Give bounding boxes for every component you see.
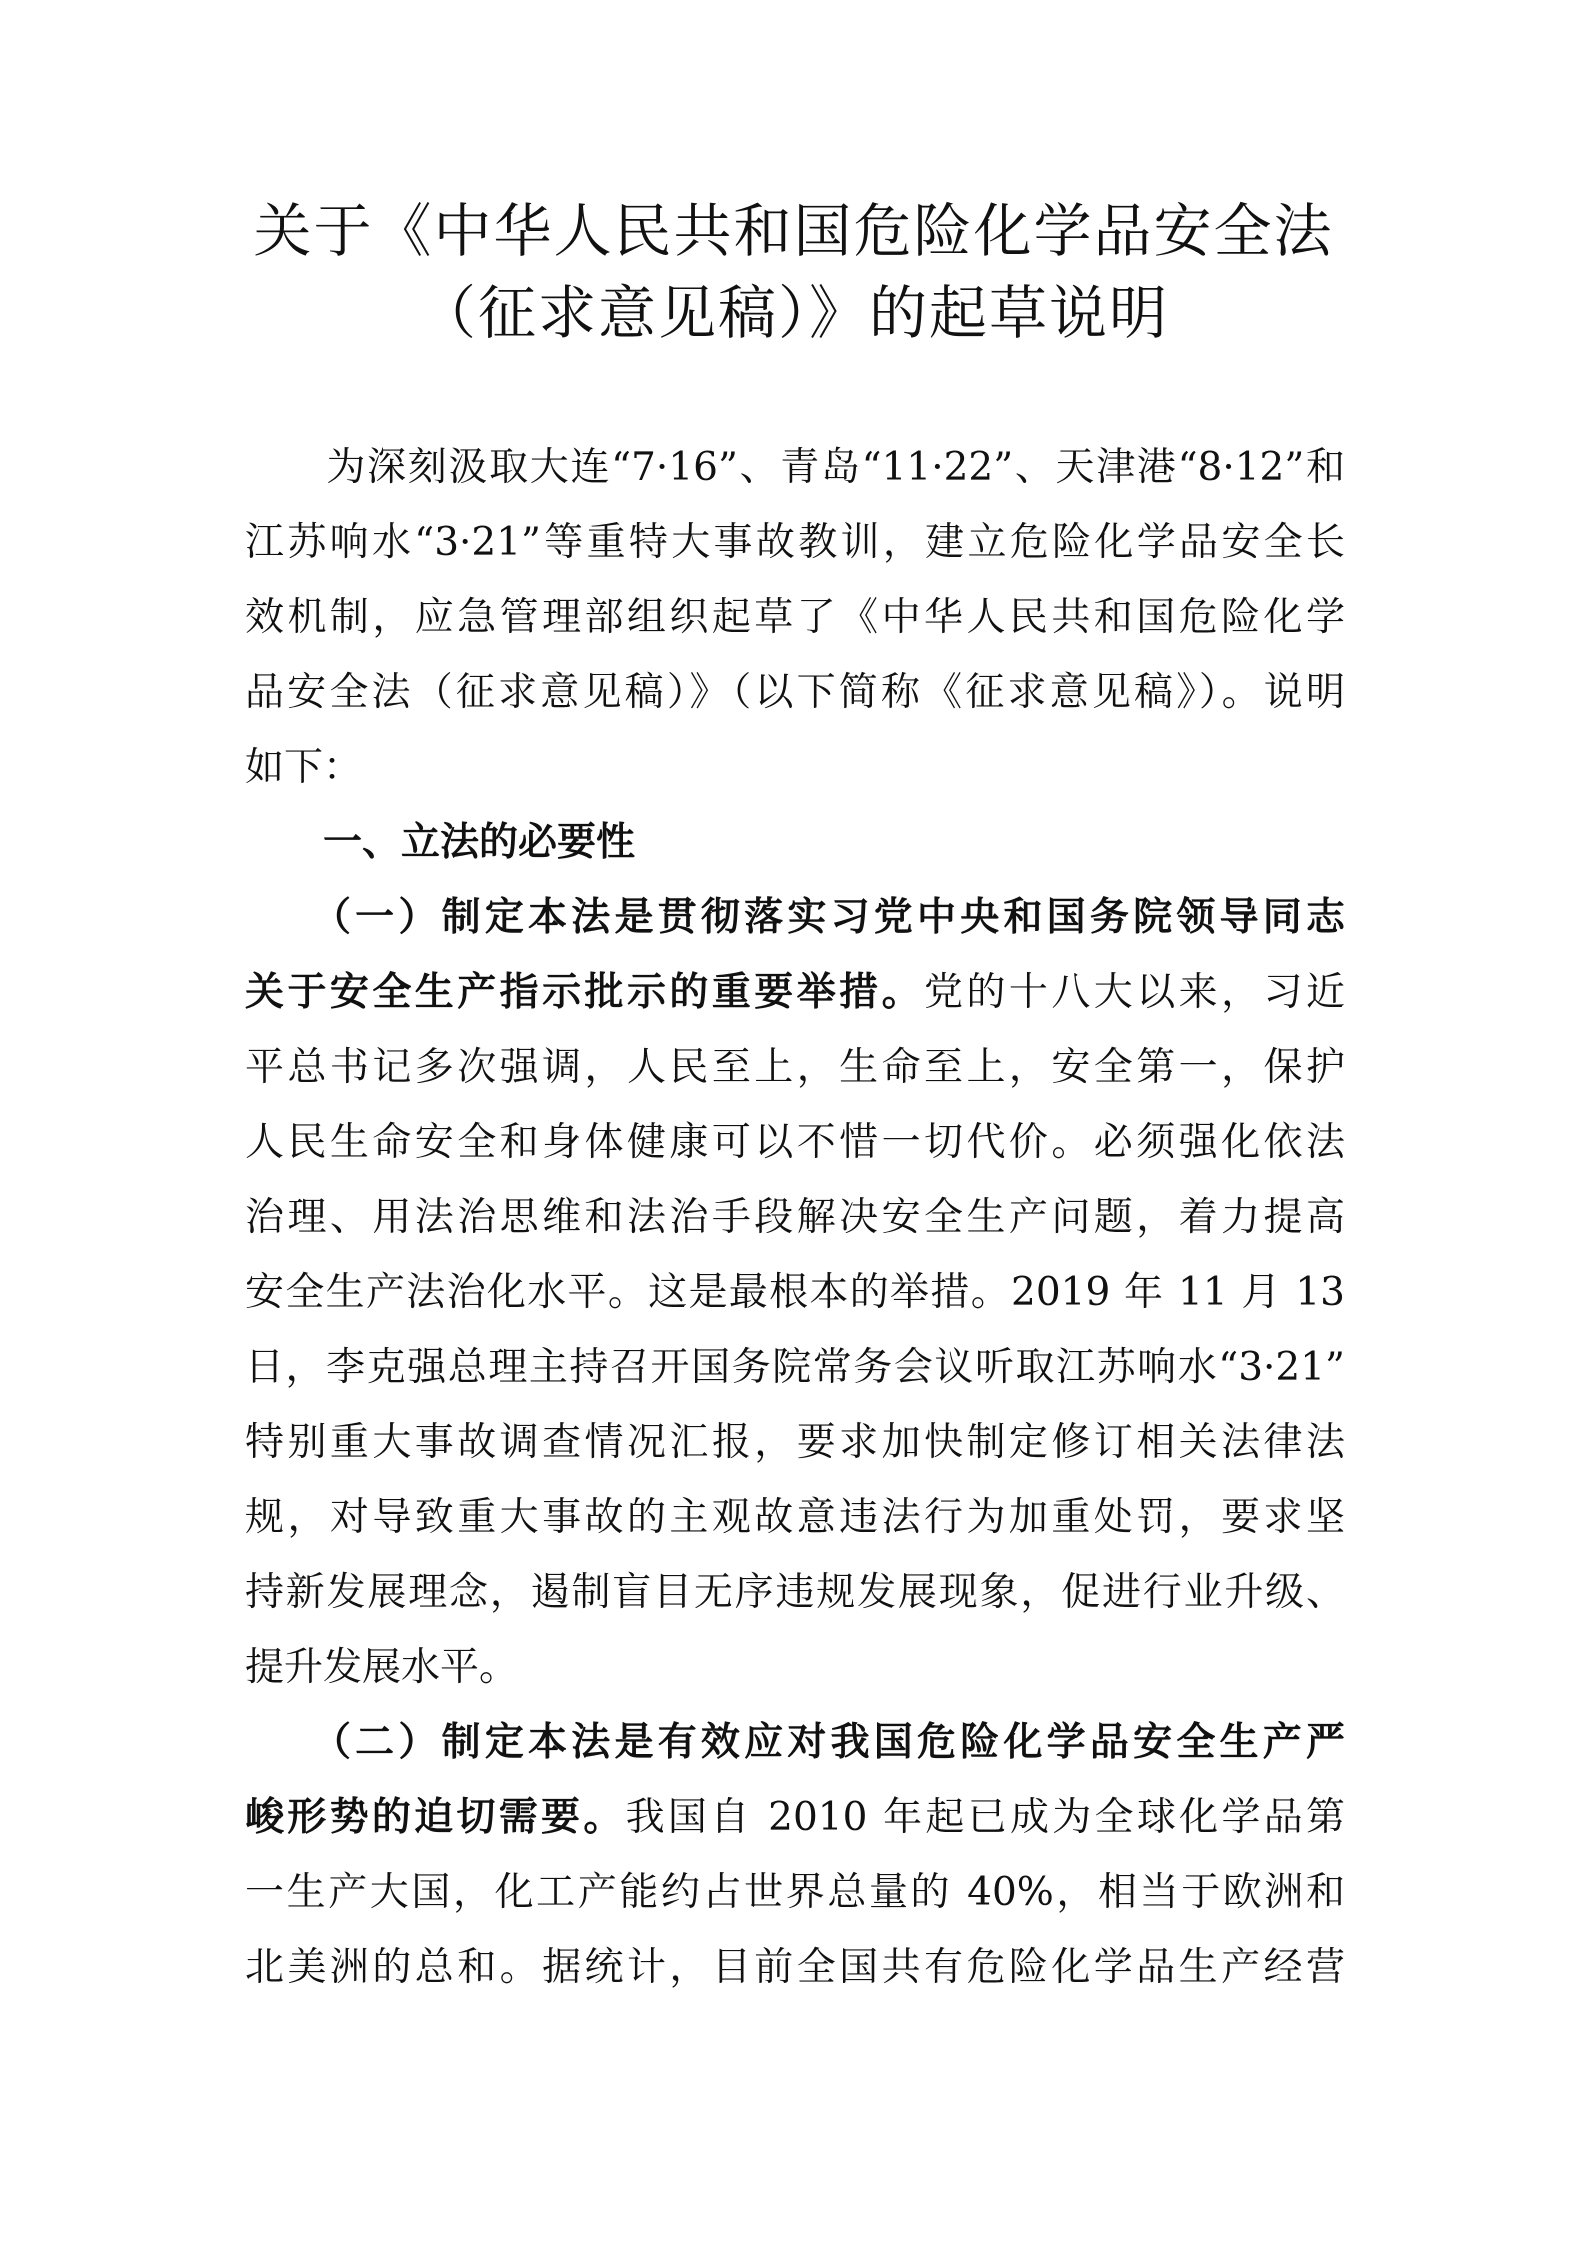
bold-text: （二）制定本法是有效应对我国危险化学品安全生产严 — [245, 1720, 1345, 1765]
section-heading: 一、立法的必要性 — [245, 820, 636, 865]
document-title — [100, 190, 1487, 354]
paragraph-line: 特别重大事故调查情况汇报，要求加快制定修订相关法律法 — [245, 1420, 1345, 1465]
bold-text: （一）制定本法是贯彻落实习党中央和国务院领导同志 — [245, 895, 1345, 940]
paragraph-line: 日，李克强总理主持召开国务院常务会议听取江苏响水“3·21” — [245, 1345, 1345, 1390]
paragraph-line: 为深刻汲取大连“7·16”、青岛“11·22”、天津港“8·12”和 — [245, 445, 1345, 490]
paragraph-line: 治理、用法治思维和法治手段解决安全生产问题，着力提高 — [245, 1195, 1345, 1240]
paragraph-line: 如下： — [245, 745, 363, 790]
item-1-mixed-line — [245, 955, 1345, 1030]
title-line-1: 关于《中华人民共和国危险化学品安全法 — [253, 197, 1334, 265]
item-2-mixed-line — [245, 1780, 1345, 1855]
paragraph-line: 规，对导致重大事故的主观故意违法行为加重处罚，要求坚 — [245, 1495, 1345, 1540]
title-line-2: （征求意见稿）》的起草说明 — [417, 279, 1169, 347]
paragraph-line: 安全生产法治化水平。这是最根本的举措。2019 年 11 月 13 — [245, 1270, 1345, 1315]
bold-text: 峻形势的迫切需要。 — [245, 1795, 626, 1840]
item-2-heading-line — [245, 1705, 1345, 1780]
bold-text: 关于安全生产指示批示的重要举措。 — [245, 970, 925, 1015]
paragraph-text: 我国自 2010 年起已成为全球化学品第 — [625, 1795, 1345, 1840]
paragraph-line: 人民生命安全和身体健康可以不惜一切代价。必须强化依法 — [245, 1120, 1345, 1165]
paragraph-line: 北美洲的总和。据统计，目前全国共有危险化学品生产经营 — [245, 1945, 1345, 1990]
paragraph-text: 党的十八大以来，习近 — [924, 970, 1345, 1015]
item-1-heading-line — [245, 880, 1345, 955]
paragraph-line: 持新发展理念，遏制盲目无序违规发展现象，促进行业升级、 — [245, 1570, 1345, 1615]
paragraph-line: 品安全法（征求意见稿）》（以下简称《征求意见稿》）。说明 — [245, 670, 1345, 715]
paragraph-line: 一生产大国，化工产能约占世界总量的 40%，相当于欧洲和 — [245, 1870, 1345, 1915]
paragraph-line: 江苏响水“3·21”等重特大事故教训，建立危险化学品安全长 — [245, 520, 1345, 565]
paragraph-line: 效机制，应急管理部组织起草了《中华人民共和国危险化学 — [245, 595, 1345, 640]
paragraph-line: 提升发展水平。 — [245, 1645, 519, 1690]
paragraph-line: 平总书记多次强调，人民至上，生命至上，安全第一，保护 — [245, 1045, 1345, 1090]
document-body — [245, 430, 1345, 2005]
